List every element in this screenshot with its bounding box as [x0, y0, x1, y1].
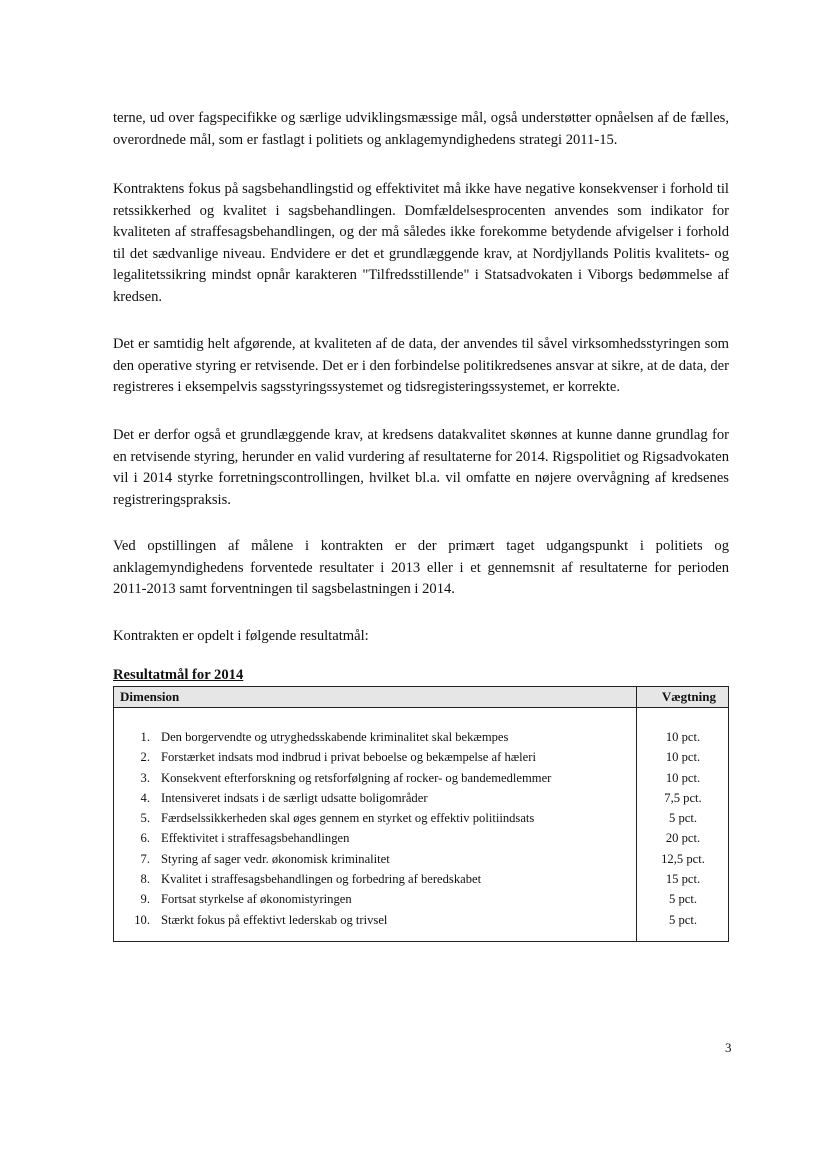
- row-dimension: Styring af sager vedr. økonomisk kriminalitet: [161, 851, 390, 866]
- table-row: [114, 747, 634, 767]
- dimension-list: [114, 727, 634, 930]
- table-row: [114, 788, 634, 808]
- row-number: 2.: [140, 750, 150, 765]
- row-dimension: Fortsat styrkelse af økonomistyringen: [161, 892, 352, 907]
- table-row: [114, 828, 634, 848]
- row-weight: 10 pct.: [665, 770, 701, 785]
- table-row: [114, 768, 634, 788]
- row-number: 4.: [140, 790, 150, 805]
- row-dimension: Stærkt fokus på effektivt lederskab og trivsel: [161, 912, 388, 927]
- row-dimension: Intensiveret indsats i de særligt udsatte boligområder: [161, 790, 428, 805]
- row-number: 3.: [140, 770, 150, 785]
- row-number: 1.: [140, 730, 150, 744]
- row-weight: 10 pct.: [665, 750, 701, 765]
- paragraph-data-requirement: Det er derfor også et grundlæggende krav, at kredsens datakvalitet skønnes at kunne danne grundlag for en retvisende styring, herunder en valid vurdering af resultaterne for 2014. Rigspolitiet og Rigsadvokaten vil i 2014 styrke forretningscontrollingen, hvilket bl.a. vil omfatte en nøjere overvågning af kredsenes registreringspraksis.: [113, 427, 729, 508]
- results-table: [113, 686, 729, 942]
- row-dimension: Færdselssikkerheden skal øges gennem en styrket og effektiv politiindsats: [161, 811, 535, 826]
- column-header-dimension: Dimension: [120, 689, 180, 704]
- table-row: [114, 849, 634, 869]
- row-weight: 10 pct.: [665, 730, 701, 744]
- column-header-weight: Vægtning: [661, 689, 716, 704]
- row-dimension: Konsekvent efterforskning og retsforfølgning af rocker- og bandemedlemmer: [161, 770, 552, 785]
- row-weight: 7,5 pct.: [664, 790, 702, 805]
- paragraph-intro-continuation: terne, ud over fagspecifikke og særlige udviklingsmæssige mål, også understøtter opnåelsen af de fælles, overordnede mål, som er fastlagt i politiets og anklagemyndighedens strategi 2011-15.: [113, 110, 729, 148]
- row-weight: 5 pct.: [669, 912, 697, 927]
- row-dimension: Effektivitet i straffesagsbehandlingen: [161, 831, 350, 846]
- row-dimension: Den borgervendte og utryghedsskabende kriminalitet skal bekæmpes: [161, 730, 509, 744]
- column-divider: [636, 687, 637, 941]
- paragraph-contract-division: Kontrakten er opdelt i følgende resultatmål:: [113, 628, 369, 644]
- row-weight: 20 pct.: [665, 831, 701, 846]
- row-weight: 5 pct.: [669, 811, 697, 826]
- row-number: 10.: [134, 912, 150, 927]
- table-row: [114, 727, 634, 747]
- table-row: [114, 869, 634, 889]
- table-row: [114, 910, 634, 930]
- row-number: 9.: [140, 892, 150, 907]
- page-number: 3: [725, 1040, 732, 1055]
- weight-list: [638, 727, 728, 930]
- row-number: 6.: [140, 831, 150, 846]
- row-dimension: Kvalitet i straffesagsbehandlingen og forbedring af beredskabet: [161, 872, 482, 887]
- row-weight: 15 pct.: [665, 872, 701, 887]
- row-number: 5.: [140, 811, 150, 826]
- table-row: [114, 808, 634, 828]
- row-weight: 5 pct.: [669, 892, 697, 907]
- paragraph-goal-basis: Ved opstillingen af målene i kontrakten er der primært taget udgangspunkt i politiets og anklagemyndighedens forventede resultater i 2013 eller i et gennemsnit af resultaterne for perioden 2011-2013 samt forventningen til sagsbelastningen i 2014.: [113, 538, 729, 597]
- row-number: 8.: [140, 872, 150, 887]
- paragraph-quality-focus: Kontraktens fokus på sagsbehandlingstid og effektivitet må ikke have negative konsekvenser i forhold til retssikkerhed og kvalitet i sagsbehandlingen. Domfældelsesprocenten anvendes som indikator for kvaliteten af straffesagsbehandlingen, og der må således ikke forekomme betydende afvigelser i forhold til det sædvanlige niveau. Endvidere er det et grundlæggende krav, at Nordjyllands Politis kvalitets- og legalitetssikring mindst opnår karakteren "Tilfredsstillende" i Statsadvokaten i Viborgs bedømmelse af kredsen.: [113, 181, 729, 305]
- table-heading: Resultatmål for 2014: [113, 667, 244, 683]
- row-number: 7.: [140, 851, 150, 866]
- table-row: [114, 889, 634, 909]
- row-dimension: Forstærket indsats mod indbrud i privat beboelse og bekæmpelse af hæleri: [161, 750, 536, 765]
- row-weight: 12,5 pct.: [661, 851, 705, 866]
- paragraph-data-quality: Det er samtidig helt afgørende, at kvaliteten af de data, der anvendes til såvel virksomhedsstyringen som den operative styring er retvisende. Det er i den forbindelse politikredsenes ansvar at sikre, at de data, der registreres i eksempelvis sagsstyringssystemet og tidsregisteringssystemet, er korrekte.: [113, 336, 729, 395]
